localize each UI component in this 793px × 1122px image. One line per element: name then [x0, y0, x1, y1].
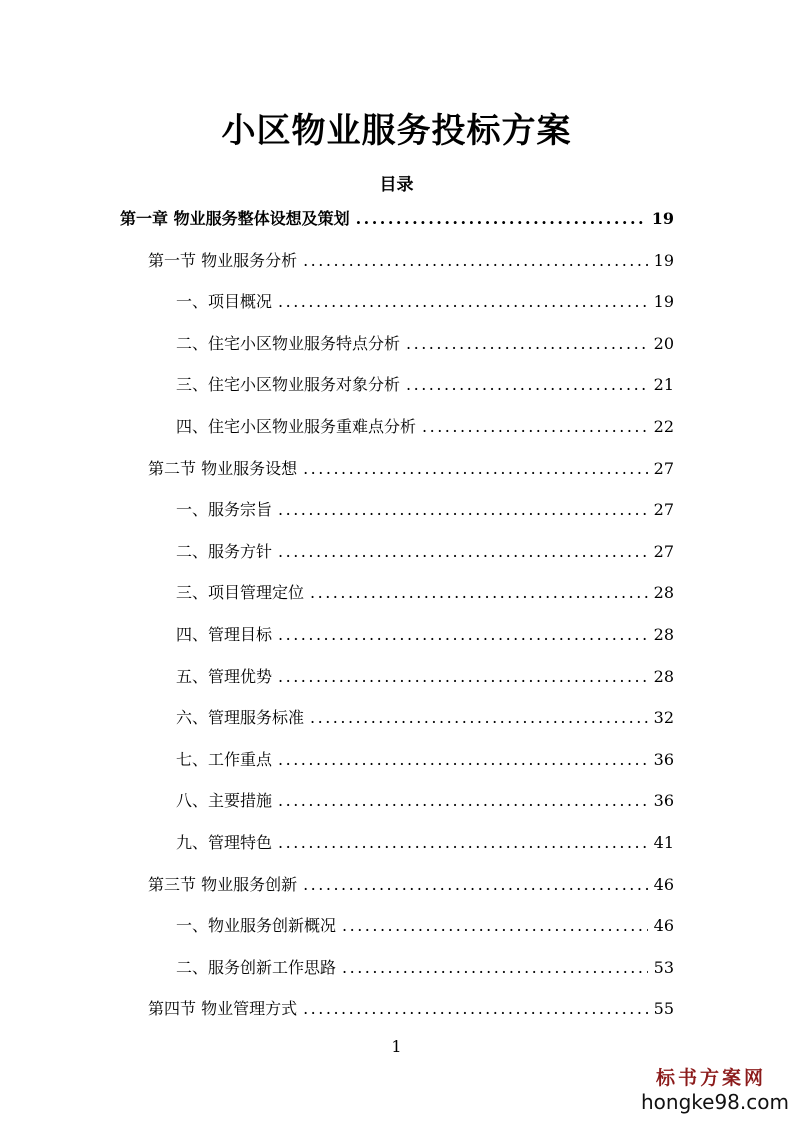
toc-entry-label: 三、住宅小区物业服务对象分析	[176, 375, 401, 395]
page-number: 1	[391, 1037, 402, 1056]
watermark-brand-url: hongke98.com	[641, 1090, 789, 1114]
toc-entry[interactable]	[176, 290, 674, 314]
toc-entry-label: 第一节 物业服务分析	[148, 250, 298, 270]
toc-entry[interactable]	[176, 789, 674, 813]
toc-entry[interactable]	[176, 956, 674, 980]
watermark-brand-cn: 标书方案网	[655, 1067, 766, 1089]
toc-entry-page: 28	[653, 625, 674, 644]
toc-dot-leader	[303, 873, 648, 897]
watermark-logo	[641, 1066, 789, 1114]
toc-entry-page: 28	[653, 583, 674, 603]
toc-entry-label: 第三节 物业服务创新	[148, 874, 298, 894]
toc-entry[interactable]	[176, 581, 674, 605]
toc-entry-page: 27	[653, 500, 674, 520]
toc-entry-page: 46	[653, 916, 674, 936]
toc-entry[interactable]	[120, 207, 674, 231]
toc-dot-leader	[310, 581, 648, 605]
toc-entry[interactable]	[176, 914, 674, 938]
toc-entry-page: 27	[653, 541, 674, 561]
toc-dot-leader	[422, 415, 648, 439]
toc-entry-label: 八、主要措施	[176, 791, 273, 811]
toc-entry[interactable]	[176, 415, 674, 439]
toc-entry-label: 第四节 物业管理方式	[148, 999, 298, 1019]
toc-entry-label: 一、物业服务创新概况	[176, 916, 337, 936]
toc-entry-page: 32	[653, 708, 674, 728]
toc-dot-leader	[278, 789, 648, 813]
toc-dot-leader	[303, 249, 648, 273]
toc-entry[interactable]	[148, 873, 674, 897]
toc-dot-leader	[278, 623, 648, 647]
toc-entry-page: 28	[653, 666, 674, 686]
toc-entry-label: 第二节 物业服务设想	[148, 458, 298, 478]
toc-dot-leader	[342, 914, 648, 938]
toc-entry-page: 22	[653, 417, 674, 436]
toc-entry[interactable]	[176, 623, 674, 647]
toc-entry-label: 一、项目概况	[176, 292, 273, 312]
toc-dot-leader	[342, 956, 648, 980]
toc-entry-label: 四、管理目标	[176, 625, 273, 644]
toc-dot-leader	[278, 498, 648, 522]
toc-dot-leader	[310, 706, 648, 730]
toc-entry-label: 二、服务方针	[176, 541, 273, 561]
toc-entry[interactable]	[176, 373, 674, 397]
toc-entry[interactable]	[176, 332, 674, 356]
toc-entry-label: 三、项目管理定位	[176, 583, 305, 603]
document-title: 小区物业服务投标方案	[221, 111, 572, 151]
toc-entry-page: 19	[651, 209, 674, 228]
toc-entry[interactable]	[148, 457, 674, 481]
toc-entry[interactable]	[176, 706, 674, 730]
toc-entry-page: 41	[653, 833, 674, 852]
toc-heading: 目录	[379, 175, 414, 195]
toc-entry[interactable]	[176, 498, 674, 522]
toc-dot-leader	[303, 997, 648, 1021]
toc-dot-leader	[356, 207, 646, 231]
toc-entry-label: 五、管理优势	[176, 666, 273, 686]
toc-dot-leader	[278, 540, 648, 564]
toc-entry-page: 20	[653, 333, 674, 353]
toc-entry-page: 36	[653, 749, 674, 769]
toc-entry-label: 九、管理特色	[176, 833, 273, 852]
toc-entry[interactable]	[176, 665, 674, 689]
toc-entry[interactable]	[176, 540, 674, 564]
toc-entry-label: 七、工作重点	[176, 749, 273, 769]
toc-entry-label: 四、住宅小区物业服务重难点分析	[176, 417, 417, 436]
toc-dot-leader	[406, 332, 648, 356]
toc-entry[interactable]	[148, 249, 674, 273]
toc-entry-page: 19	[653, 292, 674, 312]
toc-entry-page: 19	[653, 250, 674, 270]
toc-entry[interactable]	[176, 831, 674, 855]
toc-dot-leader	[278, 665, 648, 689]
toc-entry-label: 二、服务创新工作思路	[176, 957, 337, 977]
toc-entry-page: 46	[653, 874, 674, 894]
toc-entry-label: 二、住宅小区物业服务特点分析	[176, 333, 401, 353]
toc-entry-page: 36	[653, 791, 674, 811]
toc-dot-leader	[406, 373, 648, 397]
toc-entry-label: 六、管理服务标准	[176, 708, 305, 728]
toc-dot-leader	[278, 831, 648, 855]
toc-dot-leader	[278, 748, 648, 772]
toc-entry[interactable]	[176, 748, 674, 772]
toc-entry-page: 27	[653, 458, 674, 478]
toc-dot-leader	[278, 290, 648, 314]
toc-dot-leader	[303, 457, 648, 481]
toc-entry-page: 21	[653, 375, 674, 395]
toc-entry-page: 55	[653, 999, 674, 1019]
toc-entry-label: 一、服务宗旨	[176, 500, 273, 520]
toc-entry-label: 第一章 物业服务整体设想及策划	[120, 209, 350, 228]
toc-entry[interactable]	[148, 997, 674, 1021]
toc-entry-page: 53	[653, 957, 674, 977]
